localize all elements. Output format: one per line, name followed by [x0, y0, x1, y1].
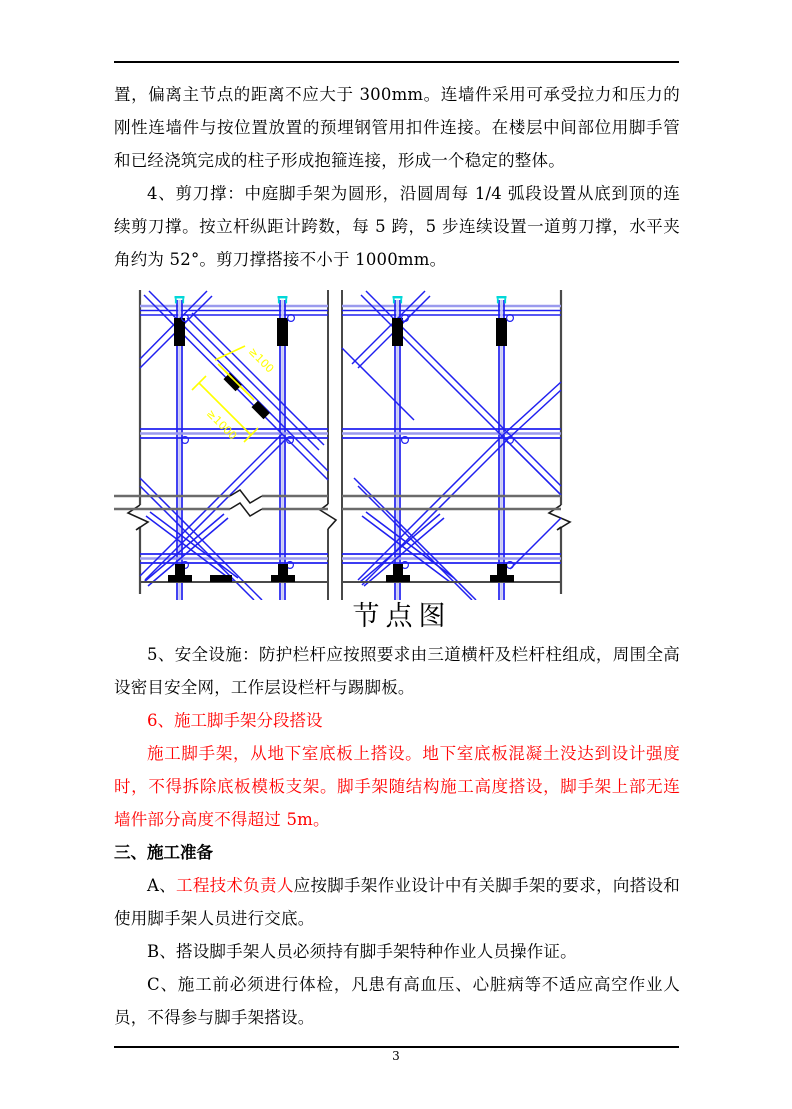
base-plate-a2: [271, 564, 295, 582]
paragraph-item-c: C、施工前必须进行体检，凡患有高血压、心脏病等不适应高空作业人员，不得参与脚手架搭设。: [114, 975, 680, 1027]
scaffold-node-drawing: [114, 282, 680, 600]
paragraph-item-6-body: 施工脚手架，从地下室底板上搭设。地下室底板混凝土没达到设计强度时，不得拆除底板模板支架。脚手架随结构施工高度搭设，脚手架上部无连墙件部分高度不得超过 5m。: [114, 744, 680, 829]
item-a-rest: 应按脚手架作业设计中有关脚手架的要求，向搭设和使用脚手架人员进行交底。: [114, 876, 680, 928]
base-plate-b1: [386, 564, 410, 582]
slab-break-upper: [230, 490, 262, 503]
figure-caption: 节点图: [352, 601, 452, 632]
dimension-label-lap: ≥100: [245, 344, 277, 376]
brace-group-b-bottom: [360, 512, 454, 586]
node-diagram-figure: [114, 282, 680, 600]
coupler-b2-top: [496, 318, 507, 346]
coupler-b1-top: [392, 318, 403, 346]
slab-break-lower: [230, 503, 262, 516]
coupler-a1-top: [174, 318, 185, 346]
header-rule: [114, 61, 679, 63]
page-number: 3: [392, 1049, 400, 1063]
section-heading-construction-prep: 三、施工准备: [114, 843, 213, 862]
item-a-highlight: 工程技术负责人: [176, 876, 294, 895]
base-plate-b2: [490, 564, 514, 582]
dimension-label-overlap: ≥1000: [203, 406, 240, 443]
paragraph-item-4-scissor-brace: 4、剪刀撑：中庭脚手架为圆形，沿圆周每 1/4 弧段设置从底到顶的连续剪刀撑。按立杆纵距计跨数，每 5 跨，5 步连续设置一道剪刀撑，水平夹角约为 52°。剪刀撑搭接不小于 1000mm。: [114, 184, 680, 269]
coupler-a2-top: [277, 318, 288, 346]
footer-rule: [114, 1046, 679, 1048]
paragraph-item-b: B、搭设脚手架人员必须持有脚手架特种作业人员操作证。: [147, 942, 577, 961]
paragraph-item-5-safety: 5、安全设施：防护栏杆应按照要求由三道横杆及栏杆柱组成，周围全高设密目安全网，工作层设栏杆与踢脚板。: [114, 645, 680, 697]
page-content: [114, 78, 680, 1034]
item-a-prefix: A、: [147, 876, 177, 895]
paragraph-item-a: [114, 869, 680, 935]
paragraph-continuation: 置，偏离主节点的距离不应大于 300mm。连墙件采用可承受拉力和压力的刚性连墙件与按位置放置的预埋钢管用扣件连接。在楼层中间部位用脚手管和已经浇筑完成的柱子形成抱箍连接，形成一个稳定的整体。: [114, 85, 680, 170]
brace-group-a-bottom: [144, 512, 238, 586]
paragraph-item-6-heading: 6、施工脚手架分段搭设: [147, 711, 323, 730]
base-plate-a-spare: [210, 575, 232, 582]
brace-group-b-upper: [342, 291, 561, 495]
